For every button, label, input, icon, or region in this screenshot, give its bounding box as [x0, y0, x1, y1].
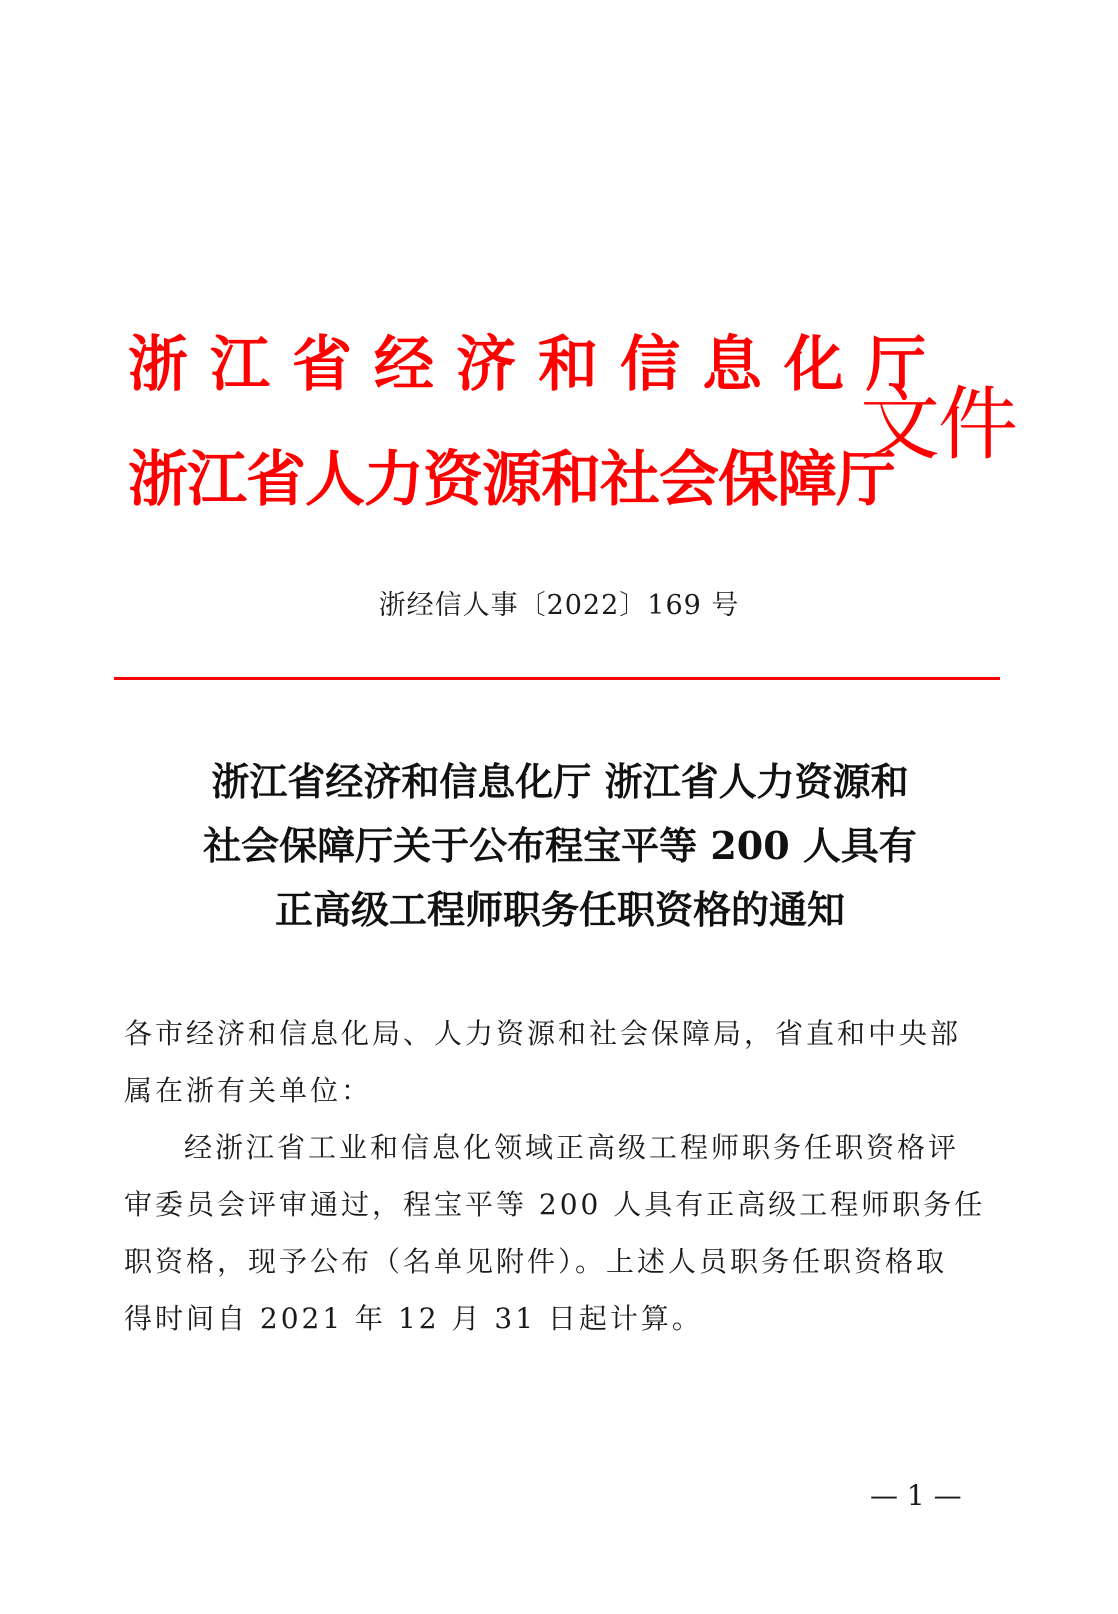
red-header-masthead: [120, 330, 1016, 530]
red-divider: [114, 677, 1000, 680]
document-title: [120, 750, 1000, 942]
page-number: — 1 —: [870, 1479, 962, 1512]
title-line: 浙江省经济和信息化厅 浙江省人力资源和: [211, 759, 909, 804]
issuer-name-2: 浙江省人力资源和社会保障厅: [128, 445, 895, 515]
title-line: 社会保障厅关于公布程宝平等 200 人具有: [203, 823, 917, 868]
body-line: 审委员会评审通过，程宝平等 200 人具有正高级工程师职务任: [124, 1188, 986, 1221]
body-line: 得时间自 2021 年 12 月 31 日起计算。: [124, 1302, 703, 1335]
body-line: 职资格，现予公布（名单见附件）。上述人员职务任职资格取: [124, 1245, 948, 1278]
title-line: 正高级工程师职务任职资格的通知: [274, 887, 845, 932]
document-number: 浙经信人事〔2022〕169 号: [378, 590, 740, 621]
document-body: [124, 1005, 994, 1347]
addressee-line: 各市经济和信息化局、人力资源和社会保障局，省直和中央部: [124, 1017, 962, 1050]
document-label: 文件: [860, 378, 1016, 471]
issuer-name-1: 浙江省经济和信息化厅: [128, 330, 948, 400]
addressee-line: 属在浙有关单位：: [124, 1074, 373, 1107]
body-line: 经浙江省工业和信息化领域正高级工程师职务任职资格评: [184, 1131, 960, 1164]
